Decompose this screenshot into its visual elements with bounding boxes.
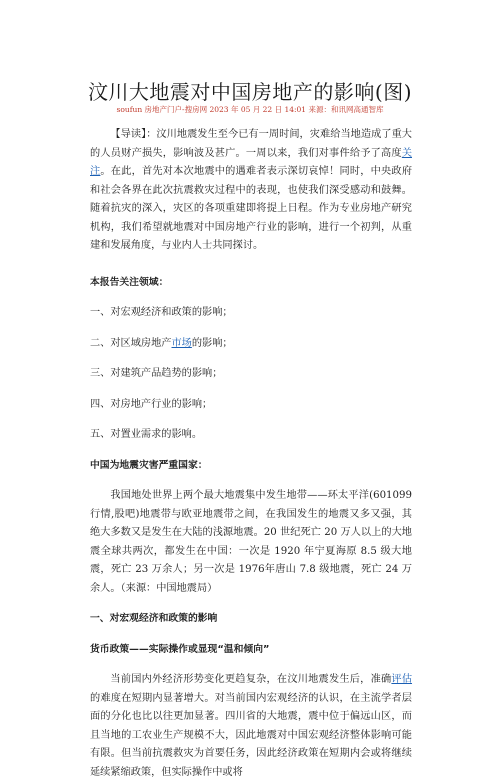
focus-list bbox=[90, 304, 412, 445]
focus-item-text: 五、对置业需求的影响。 bbox=[90, 429, 203, 440]
focus-item bbox=[90, 304, 412, 323]
focus-item-link[interactable]: 市场 bbox=[171, 337, 192, 349]
article-body bbox=[90, 126, 412, 782]
focus-item bbox=[90, 426, 412, 445]
assessment-link[interactable]: 评估 bbox=[391, 674, 413, 685]
focus-link[interactable]: 关注 bbox=[90, 147, 412, 177]
focus-item-text: 三、对建筑产品趋势的影响； bbox=[90, 368, 223, 379]
article-title: 汶川大地震对中国房地产的影响(图) bbox=[87, 80, 413, 104]
article-meta bbox=[0, 104, 500, 115]
china-paragraph: 我国地处世界上两个最大地震集中发生地带——环太平洋(601099 行情,股吧)地震带与欧亚地震带之间，在我国发生的地震又多又强，其绝大多数又是发生在大陆的浅源地震。20 世纪死亡 20 万人以上的大地震全球共两次，都发生在中国：一次是 1920 年宁夏海原 8.5 级大地震，死亡 23 万余人；另一次是 1976年唐山 7.8 级地震，死亡 24 万余人。（来源：中国地震局） bbox=[90, 490, 412, 594]
focus-item bbox=[90, 335, 412, 354]
intro-text-2: 。在此，首先对本次地震中的遇难者表示深切哀悼！同时，中央政府和社会各界在此次抗震救灾过程中的表现，也使我们深受感动和鼓舞。随着抗灾的深入，灾区的各项重建即将提上日程。作为专业房地产研究机构，我们希望就地震对中国房地产行业的影响，进行一个初判，从重建和发展角度，与业内人士共同探讨。 bbox=[90, 166, 413, 251]
focus-heading: 本报告关注领域： bbox=[90, 276, 169, 288]
monetary-paragraph bbox=[90, 671, 412, 782]
focus-item-text: 一、对宏观经济和政策的影响； bbox=[90, 307, 233, 318]
focus-item-text: 二、对区域房地产 bbox=[90, 337, 172, 349]
meta-site: soufun 房地产门户-搜房网 bbox=[116, 105, 208, 114]
intro-paragraph bbox=[90, 126, 412, 256]
subsection-heading: 货币政策——实际操作或显现“温和倾向” bbox=[90, 643, 270, 655]
focus-item-text: 四、对房地产行业的影响； bbox=[90, 398, 213, 410]
intro-text-1: 【导读】：汶川地震发生至今已有一周时间，灾难给当地造成了重大的人员财产损失，影响波及甚广。一周以来，我们对事件给予了高度 bbox=[90, 129, 412, 159]
monetary-text-2: 的难度在短期内显著增大。对当前国内宏观经济的认识，在主流学者层面的分化也比以往更加显著。四川省的大地震，震中位于偏远山区，而且当地的工农业生产规模不大，因此地震对中国宏观经济整体影响可能有限。但当前抗震救灾为首要任务，因此经济政策在短期内会或将继续延续紧缩政策，但实际操作中或将 bbox=[90, 692, 412, 778]
meta-datetime: 2023 年 05 月 22 日 14:01 bbox=[209, 105, 307, 114]
monetary-text-1: 当前国内外经济形势变化更趋复杂，在汶川地震发生后，准确 bbox=[110, 674, 392, 685]
focus-item-text: 的影响； bbox=[191, 337, 233, 349]
section1-heading: 一、对宏观经济和政策的影响 bbox=[90, 613, 218, 624]
focus-item bbox=[90, 396, 412, 415]
meta-source: 来源：和讯网高通智库 bbox=[308, 105, 384, 114]
china-heading: 中国为地震灾害严重国家： bbox=[90, 459, 208, 471]
focus-item bbox=[90, 365, 412, 384]
